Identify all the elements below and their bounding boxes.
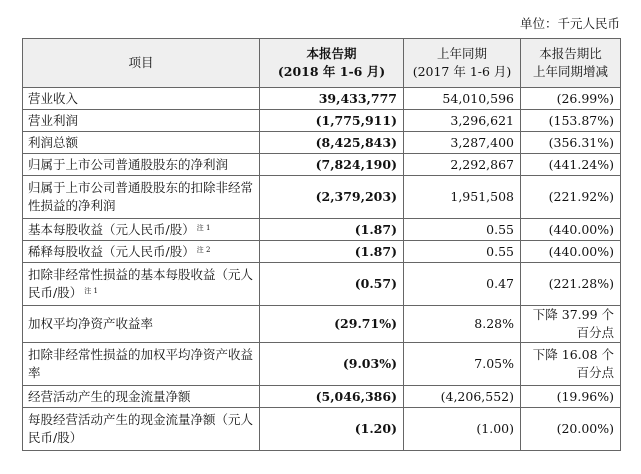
row-label-text: 归属于上市公司普通股股东的净利润 <box>28 156 229 172</box>
table-row <box>23 176 621 219</box>
header-change-title: 本报告期比 <box>539 46 602 61</box>
row-label <box>23 154 260 176</box>
row-prior: 0.55 <box>404 241 521 263</box>
table-row <box>23 88 621 110</box>
row-label <box>23 241 260 263</box>
row-current: (0.57) <box>260 263 404 306</box>
row-label-text: 经营活动产生的现金流量净额 <box>28 388 191 404</box>
row-label-text: 营业收入 <box>28 90 79 106</box>
row-change: (19.96%) <box>521 386 621 408</box>
table-row <box>23 241 621 263</box>
table-row <box>23 154 621 176</box>
row-prior: 3,296,621 <box>404 110 521 132</box>
row-change: (153.87%) <box>521 110 621 132</box>
header-change <box>521 39 621 88</box>
row-current: (7,824,190) <box>260 154 404 176</box>
row-prior: 2,292,867 <box>404 154 521 176</box>
row-current: (5,046,386) <box>260 386 404 408</box>
row-change: (26.99%) <box>521 88 621 110</box>
row-current: 39,433,777 <box>260 88 404 110</box>
row-label <box>23 306 260 343</box>
table-row <box>23 408 621 451</box>
row-label-text: 稀释每股收益（元人民币/股） <box>28 243 195 259</box>
row-prior: 0.55 <box>404 219 521 241</box>
table-row <box>23 386 621 408</box>
row-change: (221.92%) <box>521 176 621 219</box>
header-item: 项目 <box>23 39 260 88</box>
header-prior-title: 上年同期 <box>436 46 487 61</box>
row-prior: (4,206,552) <box>404 386 521 408</box>
table-row <box>23 306 621 343</box>
table-row <box>23 343 621 386</box>
table-row <box>23 110 621 132</box>
row-label <box>23 88 260 110</box>
row-change: (356.31%) <box>521 132 621 154</box>
row-label-text: 加权平均净资产收益率 <box>28 316 154 331</box>
row-label-text: 扣除非经常性损益的基本每股收益（元人民币/股） <box>28 267 254 300</box>
row-label <box>23 176 260 219</box>
row-change: (20.00%) <box>521 408 621 451</box>
row-prior: 8.28% <box>404 306 521 343</box>
row-current: (1,775,911) <box>260 110 404 132</box>
footnote-marker: 注 1 <box>84 287 98 295</box>
row-label-text: 营业利润 <box>28 112 79 128</box>
row-label <box>23 386 260 408</box>
row-change: (441.24%) <box>521 154 621 176</box>
row-label <box>23 408 260 451</box>
table-row <box>23 132 621 154</box>
header-change-sub: 上年同期增减 <box>532 64 608 79</box>
header-prior-period <box>404 39 521 88</box>
row-prior: 7.05% <box>404 343 521 386</box>
row-label <box>23 110 260 132</box>
row-prior: 0.47 <box>404 263 521 306</box>
table-row <box>23 263 621 306</box>
header-current-period <box>260 39 404 88</box>
row-label-text: 每股经营活动产生的现金流量净额（元人民币/股） <box>28 412 254 445</box>
row-label-text: 基本每股收益（元人民币/股） <box>28 221 195 237</box>
row-current: (1.20) <box>260 408 404 451</box>
row-prior: 3,287,400 <box>404 132 521 154</box>
row-prior: 54,010,596 <box>404 88 521 110</box>
row-current: (9.03%) <box>260 343 404 386</box>
row-current: (8,425,843) <box>260 132 404 154</box>
header-row <box>23 39 621 88</box>
row-prior: (1.00) <box>404 408 521 451</box>
row-prior: 1,951,508 <box>404 176 521 219</box>
row-label-text: 扣除非经常性损益的加权平均净资产收益率 <box>28 347 254 380</box>
header-current-title: 本报告期 <box>306 46 357 61</box>
row-label <box>23 132 260 154</box>
table-row <box>23 219 621 241</box>
row-label-text: 归属于上市公司普通股股东的扣除非经常性损益的净利润 <box>28 180 254 213</box>
row-label <box>23 219 260 241</box>
row-label <box>23 343 260 386</box>
row-change: 下降 37.99 个百分点 <box>521 306 621 343</box>
footnote-marker: 注 1 <box>196 223 211 232</box>
row-label <box>23 263 260 306</box>
row-current: (29.71%) <box>260 306 404 343</box>
header-current-range: (2018 年 1-6 月) <box>277 64 386 79</box>
row-current: (1.87) <box>260 241 404 263</box>
row-current: (2,379,203) <box>260 176 404 219</box>
header-prior-range: (2017 年 1-6 月) <box>412 64 512 79</box>
row-change: (440.00%) <box>521 241 621 263</box>
footnote-marker: 注 2 <box>196 245 211 254</box>
row-change: (440.00%) <box>521 219 621 241</box>
row-current: (1.87) <box>260 219 404 241</box>
financial-summary-table <box>22 38 621 451</box>
unit-label: 单位：千元人民币 <box>519 16 620 31</box>
row-label-text: 利润总额 <box>28 134 79 150</box>
row-change: (221.28%) <box>521 263 621 306</box>
row-change: 下降 16.08 个百分点 <box>521 343 621 386</box>
